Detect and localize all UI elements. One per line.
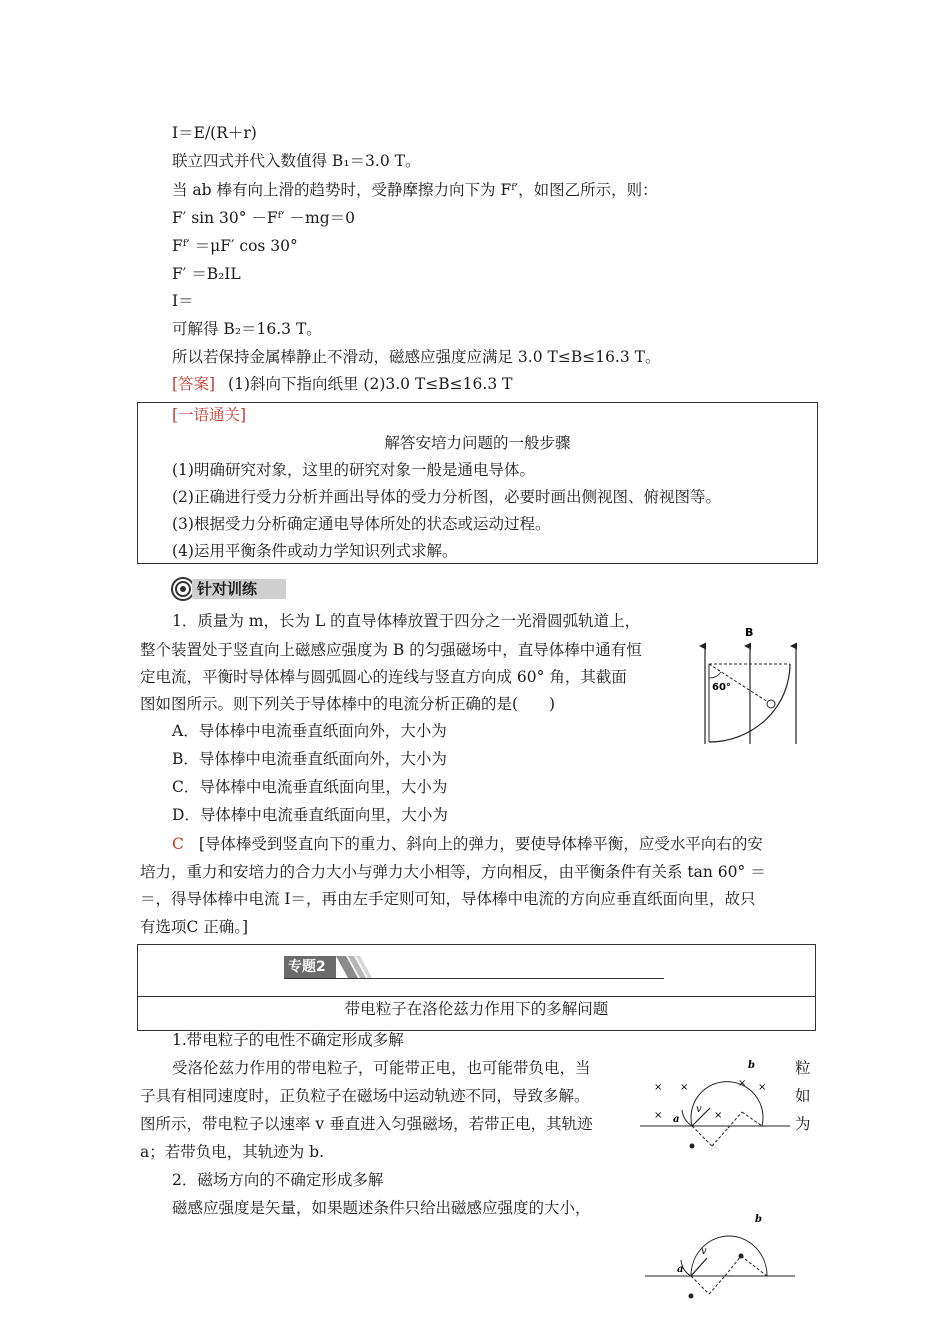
solution-line: 有选项C 正确。] [140, 918, 249, 936]
practice-heading-label: 针对训练 [197, 580, 258, 598]
badge-stripes [336, 956, 376, 978]
topic-title: 带电粒子在洛伦兹力作用下的多解问题 [344, 1000, 609, 1018]
formula-friction: Fᶠ′ ＝μF′ cos 30° [172, 237, 298, 255]
label-b: B [745, 626, 754, 639]
rod-section [767, 700, 775, 708]
q1-line: 整个装置处于竖直向上磁感应强度为 B 的匀强磁场中，直导体棒中通有恒 [140, 641, 642, 659]
answer-text: (1)斜向下指向纸里 (2)3.0 T≤B≤16.3 T [228, 375, 513, 393]
answer-line [172, 374, 512, 394]
text-upward-trend: 当 ab 棒有向上滑的趋势时，受静摩擦力向下为 Fᶠ′，如图乙所示，则： [172, 181, 658, 199]
solution-line: ＝，得导体棒中电流 I＝，再由左手定则可知，导体棒中电流的方向应垂直纸面向里，故只 [140, 890, 756, 908]
section-para: 子具有相同速度时，正负粒子在磁场中运动轨迹不同，导致多解。 [140, 1087, 590, 1105]
summary-item: (4)运用平衡条件或动力学知识列式求解。 [172, 542, 458, 560]
summary-box [137, 402, 818, 564]
formula-i: I＝ [172, 292, 194, 310]
option-c: C．导体棒中电流垂直纸面向里，大小为 [172, 778, 448, 796]
solution-line: 培力，重力和安培力的合力大小与弹力大小相等，方向相反，由平衡条件有关系 tan 60° ＝ [140, 863, 766, 881]
answer-tag: [答案] [172, 375, 216, 393]
field-cross: × [738, 1078, 747, 1089]
solution-line [172, 834, 763, 854]
result-b2: 可解得 B₂＝16.3 T。 [172, 320, 322, 338]
field-cross: × [758, 1082, 767, 1093]
section-para: a；若带负电，其轨迹为 b. [140, 1143, 325, 1161]
q1-line: 定电流，平衡时导体棒与圆弧圆心的连线与竖直方向成 60° 角，其截面 [140, 668, 627, 686]
section-para-2: 磁感应强度是矢量，如果题述条件只给出磁感应强度的大小， [172, 1199, 591, 1217]
option-b: B．导体棒中电流垂直纸面向外，大小为 [172, 750, 447, 768]
formula-balance: F′ sin 30° －Fᶠ′ －mg＝0 [172, 209, 356, 227]
option-a: A．导体棒中电流垂直纸面向外，大小为 [172, 722, 447, 740]
section-para: 图所示，带电粒子以速率 v 垂直进入匀强磁场，若带正电，其轨迹 [140, 1115, 593, 1133]
option-d: D．导体棒中电流垂直纸面向里，大小为 [172, 806, 448, 824]
summary-item: (3)根据受力分析确定通电导体所处的状态或运动过程。 [172, 515, 551, 533]
field-cross: × [654, 1110, 663, 1121]
formula-force: F′ ＝B₂IL [172, 265, 241, 283]
field-cross: × [714, 1110, 723, 1121]
label-a: a [677, 1264, 684, 1275]
practice-heading [170, 576, 286, 602]
q1-line: 图如图所示。则下列关于导体棒中的电流分析正确的是( ) [140, 695, 556, 713]
trajectory-figure-1 [640, 1056, 790, 1152]
section-para-edge: 粒 [795, 1059, 811, 1077]
section-para: 受洛伦兹力作用的带电粒子，可能带正电，也可能带负电，当 [172, 1059, 591, 1077]
summary-tag: [一语通关] [172, 406, 247, 424]
section-heading-1: 1.带电粒子的电性不确定形成多解 [172, 1031, 404, 1049]
section-heading-2: 2．磁场方向的不确定形成多解 [172, 1171, 384, 1189]
section-para-edge: 如 [795, 1087, 811, 1105]
topic-badge-label: 专题2 [288, 959, 326, 975]
conclusion: 所以若保持金属棒静止不滑动，磁感应强度应满足 3.0 T≤B≤16.3 T。 [172, 348, 661, 366]
label-a: a [673, 1114, 680, 1125]
label-v: v [696, 1104, 702, 1115]
topic-box [137, 944, 816, 1031]
result-b1: 联立四式并代入数值得 B₁＝3.0 T。 [172, 152, 421, 170]
label-b: b [748, 1060, 755, 1071]
label-v: v [701, 1246, 707, 1257]
label-angle: 60° [712, 682, 731, 693]
section-para-edge: 为 [795, 1115, 811, 1133]
summary-item: (2)正确进行受力分析并画出导体的受力分析图，必要时画出侧视图、俯视图等。 [172, 488, 721, 506]
formula-current: I＝E/(R＋r) [172, 124, 257, 142]
summary-title: 解答安培力问题的一般步骤 [384, 434, 571, 452]
solution-text: [导体棒受到竖直向下的重力、斜向上的弹力，要使导体棒平衡，应受水平向右的安 [198, 835, 763, 853]
arc-track-figure [695, 622, 810, 750]
summary-item: (1)明确研究对象，这里的研究对象一般是通电导体。 [172, 461, 535, 479]
solution-letter: C [172, 835, 184, 853]
trajectory-figure-2 [645, 1212, 795, 1330]
label-b: b [755, 1214, 762, 1225]
field-cross: × [654, 1082, 663, 1093]
field-cross: × [680, 1082, 689, 1093]
q1-line: 1．质量为 m，长为 L 的直导体棒放置于四分之一光滑圆弧轨道上， [172, 612, 641, 630]
